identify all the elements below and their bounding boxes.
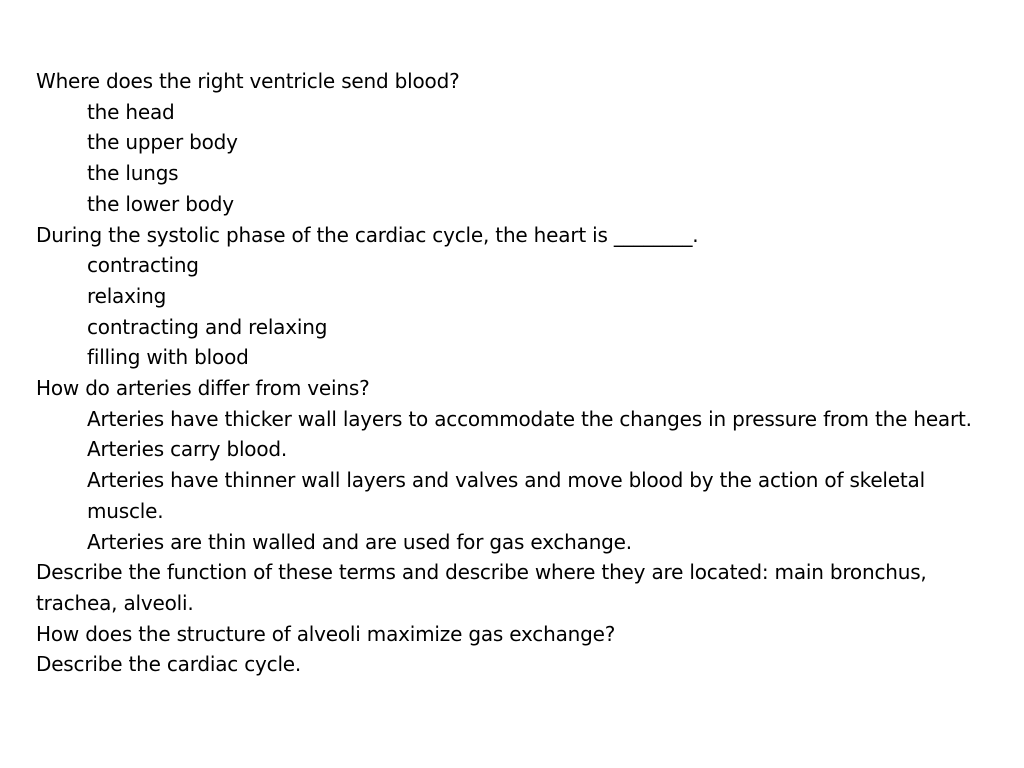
question-5: How does the structure of alveoli maximize gas exchange? <box>36 621 616 646</box>
answer-option: the upper body <box>87 130 238 155</box>
answer-option: the lower body <box>87 191 234 216</box>
question-6: Describe the cardiac cycle. <box>36 652 302 677</box>
answer-option: relaxing <box>87 283 167 308</box>
answer-list-2 <box>36 250 988 373</box>
question-2: During the systolic phase of the cardiac cycle, the heart is ________. <box>36 222 699 247</box>
answer-option: the lungs <box>87 161 179 186</box>
question-1: Where does the right ventricle send blood? <box>36 69 460 93</box>
answer-option: Arteries are thin walled and are used for gas exchange. <box>87 529 632 554</box>
answer-option: Arteries carry blood. <box>87 437 288 462</box>
question-4: Describe the function of these terms and describe where they are located: main bronchus, trachea, alveoli. <box>36 560 927 615</box>
answer-list-3 <box>36 404 988 558</box>
answer-option: the head <box>87 99 175 124</box>
answer-option: Arteries have thinner wall layers and valves and move blood by the action of skeletal muscle. <box>87 468 925 523</box>
answer-option: filling with blood <box>87 345 249 370</box>
answer-option: contracting and relaxing <box>87 314 328 339</box>
answer-list-1 <box>36 97 988 220</box>
question-3: How do arteries differ from veins? <box>36 376 370 401</box>
quiz-slide <box>36 66 988 680</box>
answer-option: contracting <box>87 253 199 278</box>
answer-option: Arteries have thicker wall layers to accommodate the changes in pressure from the heart. <box>87 406 972 431</box>
